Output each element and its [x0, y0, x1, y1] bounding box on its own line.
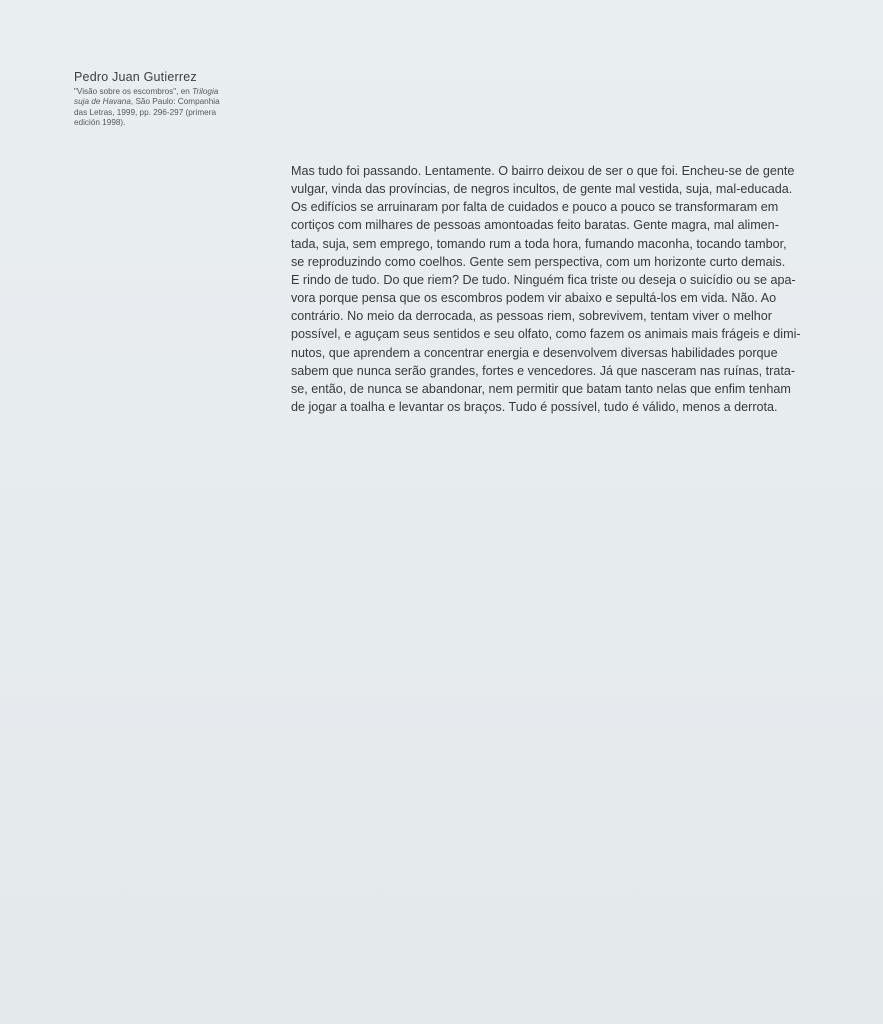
text-line: tada, suja, sem emprego, tomando rum a toda hora, fumando maconha, tocando tambor, [291, 236, 787, 251]
author-name: Pedro Juan Gutierrez [74, 70, 197, 84]
text-line: se, então, de nunca se abandonar, nem permitir que batam tanto nelas que enfim tenham [291, 381, 791, 396]
text-line: vora porque pensa que os escombros podem vir abaixo e sepultá-los em vida. Não. Ao [291, 291, 777, 306]
text-line: E rindo de tudo. Do que riem? De tudo. Ninguém fica triste ou deseja o suicídio ou se apa- [291, 272, 796, 287]
text-line: de jogar a toalha e levantar os braços. Tudo é possível, tudo é válido, menos a derrota. [291, 400, 778, 415]
text-line: contrário. No meio da derrocada, as pessoas riem, sobrevivem, tentam viver o melhor [291, 309, 772, 324]
text-line: Mas tudo foi passando. Lentamente. O bairro deixou de ser o que foi. Encheu-se de gente [291, 164, 795, 178]
text-line: nutos, que aprendem a concentrar energia e desenvolvem diversas habilidades porque [291, 345, 778, 360]
citation-prefix: "Visão sobre os escombros", en [74, 87, 193, 96]
text-line: se reproduzindo como coelhos. Gente sem perspectiva, com um horizonte curto demais. [291, 254, 786, 269]
text-line: sabem que nunca serão grandes, fortes e vencedores. Já que nasceram nas ruínas, trata- [291, 363, 796, 378]
text-line: possível, e aguçam seus sentidos e seu olfato, como fazem os animais mais frágeis e dimi- [291, 327, 801, 342]
text-line: cortiços com milhares de pessoas amontoadas feito baratas. Gente magra, mal alimen- [291, 218, 779, 233]
source-note [74, 70, 234, 128]
citation [74, 87, 234, 128]
text-line: Os edifícios se arruinaram por falta de cuidados e pouco a pouco se transformaram em [291, 200, 779, 215]
body-paragraph [291, 162, 801, 416]
citation-suffix: , São Paulo: Companhia das Letras, 1999, pp. 296-297 (primera edición 1998). [74, 97, 220, 127]
citation-title: Trilogia suja de Havana [74, 87, 219, 107]
text-line: vulgar, vinda das províncias, de negros incultos, de gente mal vestida, suja, mal-educada. [291, 182, 793, 197]
